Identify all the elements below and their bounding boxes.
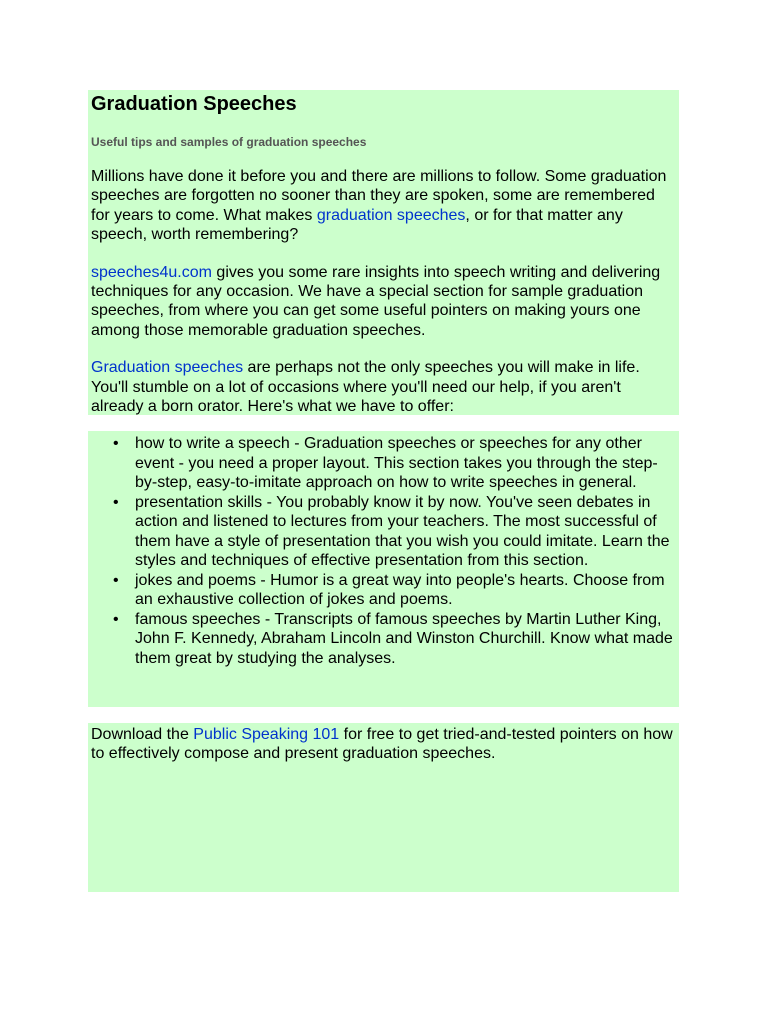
graduation-speeches-link-2[interactable]: Graduation speeches: [91, 359, 244, 377]
public-speaking-101-link[interactable]: Public Speaking 101: [193, 726, 340, 743]
page-subtitle: Useful tips and samples of graduation speeches: [91, 135, 367, 149]
list-item-jokes-poems: [113, 571, 676, 610]
bullet-icon: •: [113, 571, 119, 589]
bullet-icon: •: [113, 493, 119, 511]
bullet-icon: •: [113, 435, 119, 452]
intro-p1-text-before: Millions have done it before you and there are millions to follow. Some graduation speeches are forgotten no sooner than they are spoken, some are remembered for years to come. What makes: [91, 168, 667, 224]
list-item-famous-speeches: [113, 610, 676, 669]
list-item-text: how to write a speech - Graduation speeches or speeches for any other event - you need a proper layout. This section takes you through the step-by-step, easy-to-imitate approach on how to write speeches in general.: [135, 435, 658, 491]
graduation-speeches-link[interactable]: graduation speeches: [316, 206, 466, 224]
download-text-after: for free to get tried-and-tested pointers on how to effectively compose and present graduation speeches.: [91, 726, 673, 763]
intro-section: [88, 90, 679, 415]
download-section: [88, 723, 679, 892]
intro-paragraph-1: [91, 167, 676, 245]
offer-list: [88, 434, 676, 668]
speeches4u-link[interactable]: speeches4u.com: [91, 263, 212, 281]
intro-p2-text-after: gives you some rare insights into speech writing and delivering techniques for any occasion. We have a special section for sample graduation speeches, from where you can get some useful pointers on making yours one among those memorable graduation speeches.: [91, 263, 661, 339]
intro-paragraph-2: [91, 263, 676, 341]
page-title: Graduation Speeches: [91, 93, 297, 115]
list-item-text: jokes and poems - Humor is a great way into people's hearts. Choose from an exhaustive collection of jokes and poems.: [135, 571, 665, 608]
list-item-how-to-write: [113, 434, 676, 493]
list-item-text: famous speeches - Transcripts of famous speeches by Martin Luther King, John F. Kennedy, Abraham Lincoln and Winston Churchill. Know what made them great by studying the analyses.: [135, 610, 673, 667]
bullet-icon: •: [113, 610, 119, 628]
download-text-before: Download the: [91, 726, 194, 743]
list-item-presentation-skills: [113, 493, 676, 571]
intro-paragraph-3: [91, 358, 676, 416]
offer-list-section: [88, 431, 679, 707]
intro-p1-text-after: , or for that matter any speech, worth remembering?: [91, 206, 623, 244]
download-paragraph: [91, 725, 676, 764]
list-item-text: presentation skills - You probably know it by now. You've seen debates in action and listened to lectures from your teachers. The most successful of them have a style of presentation that you wish you could imitate. Learn the styles and techniques of effective presentation from this section.: [135, 493, 670, 569]
intro-p3-text-after: are perhaps not the only speeches you will make in life. You'll stumble on a lot of occasions where you'll need our help, if you aren't already a born orator. Here's what we have to offer:: [91, 359, 640, 416]
